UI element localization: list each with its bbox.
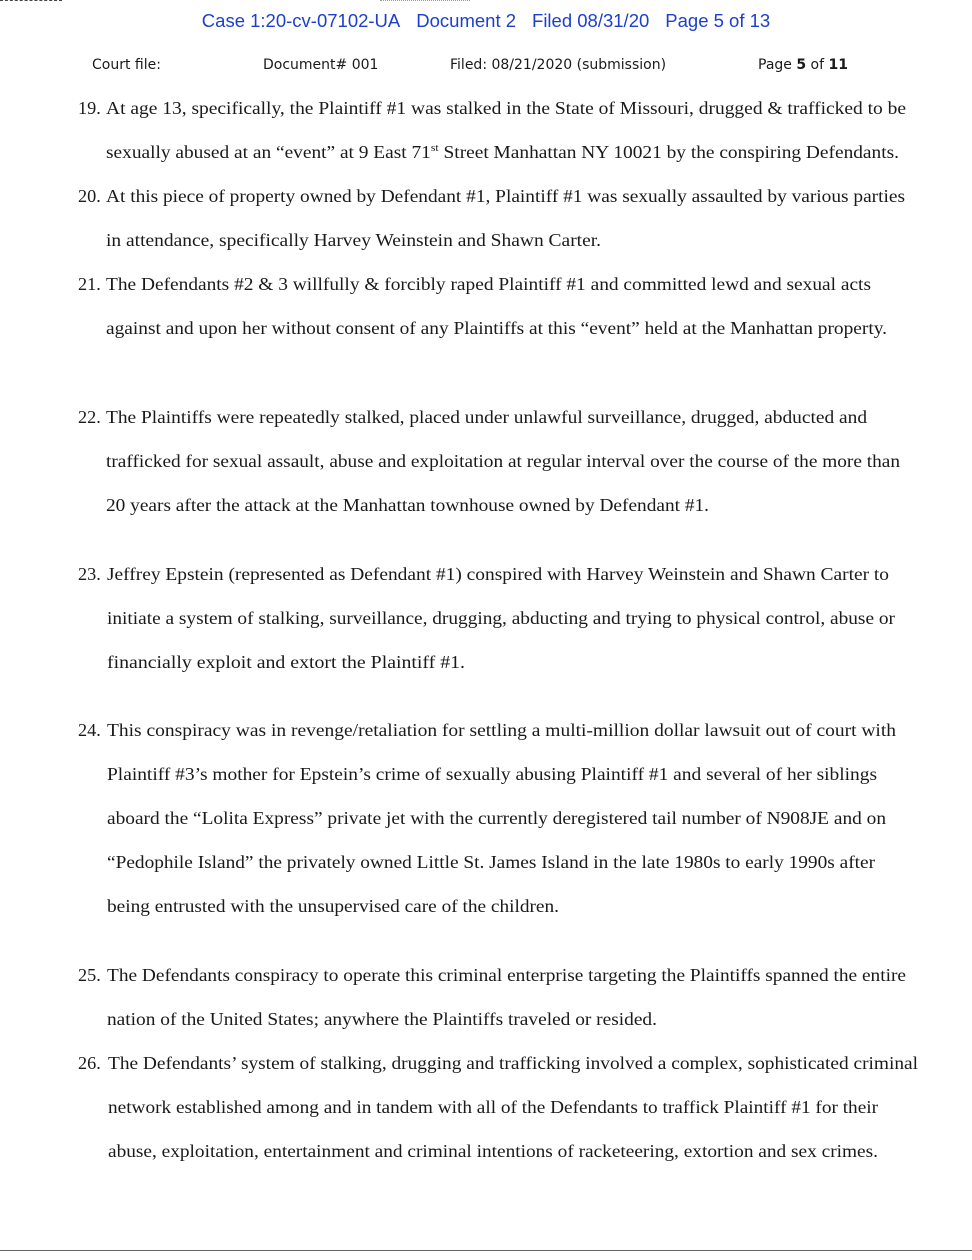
page-indicator: Page 5 of 11 (758, 57, 848, 73)
ecf-document-number: Document 2 (416, 10, 517, 31)
ecf-case-number: Case 1:20-cv-07102-UA (201, 10, 401, 31)
paragraph-line: This conspiracy was in revenge/retaliation for settling a multi-million dollar lawsuit out of court with (107, 720, 897, 740)
paragraph-line: trafficked for sexual assault, abuse and exploitation at regular interval over the course of the more than (106, 451, 901, 471)
paragraph-line: against and upon her without consent of any Plaintiffs at this “event” held at the Manhattan property. (106, 318, 887, 338)
filed-date: Filed: 08/21/2020 (submission) (450, 57, 667, 73)
ecf-filed-date: Filed 08/31/20 (532, 10, 650, 31)
paragraph-number: 20. (78, 186, 101, 206)
ecf-page-number: Page 5 of 13 (665, 10, 771, 31)
page-bottom-edge (0, 1250, 972, 1251)
paragraph-line: nation of the United States; anywhere the Plaintiffs traveled or resided. (107, 1009, 657, 1029)
paragraph-line: Jeffrey Epstein (represented as Defendant #1) conspired with Harvey Weinstein and Shawn Carter to (107, 564, 890, 584)
court-file-label: Court file: (92, 57, 161, 73)
paragraph-number: 26. (78, 1053, 101, 1073)
paragraph-line: being entrusted with the unsupervised care of the children. (107, 896, 559, 916)
paragraph-number: 24. (78, 720, 101, 740)
paragraph-line: sexually abused at an “event” at 9 East 71st Street Manhattan NY 10021 by the conspiring Defendants. (106, 141, 899, 162)
paragraph-line: At this piece of property owned by Defendant #1, Plaintiff #1 was sexually assaulted by various parties (106, 186, 906, 206)
court-header (0, 57, 972, 77)
scan-artifact (380, 0, 470, 3)
paragraph-line: The Defendants #2 & 3 willfully & forcibly raped Plaintiff #1 and committed lewd and sexual acts (106, 274, 872, 294)
paragraph-line: aboard the “Lolita Express” private jet with the currently deregistered tail number of N908JE and on (107, 808, 887, 828)
paragraph-number: 19. (78, 98, 101, 118)
paragraph-line: 20 years after the attack at the Manhattan townhouse owned by Defendant #1. (106, 495, 710, 515)
paragraph-number: 22. (78, 407, 101, 427)
paragraph-line: initiate a system of stalking, surveillance, drugging, abducting and trying to physical control, abuse or (107, 608, 895, 628)
paragraph-line: Plaintiff #3’s mother for Epstein’s crime of sexually abusing Plaintiff #1 and several of her siblings (107, 764, 878, 784)
paragraph-number: 25. (78, 965, 101, 985)
paragraph-number: 21. (78, 274, 101, 294)
ecf-filing-header (0, 10, 972, 32)
paragraph-line: The Defendants’ system of stalking, drugging and trafficking involved a complex, sophisticated criminal (108, 1053, 919, 1073)
paragraph-number: 23. (78, 564, 101, 584)
paragraph-line: abuse, exploitation, entertainment and criminal intentions of racketeering, extortion and sex crimes. (108, 1141, 878, 1161)
paragraph-line: network established among and in tandem with all of the Defendants to traffick Plaintiff #1 for their (108, 1097, 879, 1117)
paragraph-line: At age 13, specifically, the Plaintiff #1 was stalked in the State of Missouri, drugged & trafficked to be (106, 98, 907, 118)
paragraph-line: financially exploit and extort the Plaintiff #1. (107, 652, 466, 672)
paragraph-line: “Pedophile Island” the privately owned Little St. James Island in the late 1980s to early 1990s after (107, 852, 876, 872)
paragraph-line: The Defendants conspiracy to operate this criminal enterprise targeting the Plaintiffs spanned the entire (107, 965, 906, 985)
paragraph-line: in attendance, specifically Harvey Weinstein and Shawn Carter. (106, 230, 602, 250)
scan-artifact (0, 0, 62, 4)
document-number: Document# 001 (263, 57, 379, 73)
paragraph-line: The Plaintiffs were repeatedly stalked, placed under unlawful surveillance, drugged, abducted and (106, 407, 868, 427)
